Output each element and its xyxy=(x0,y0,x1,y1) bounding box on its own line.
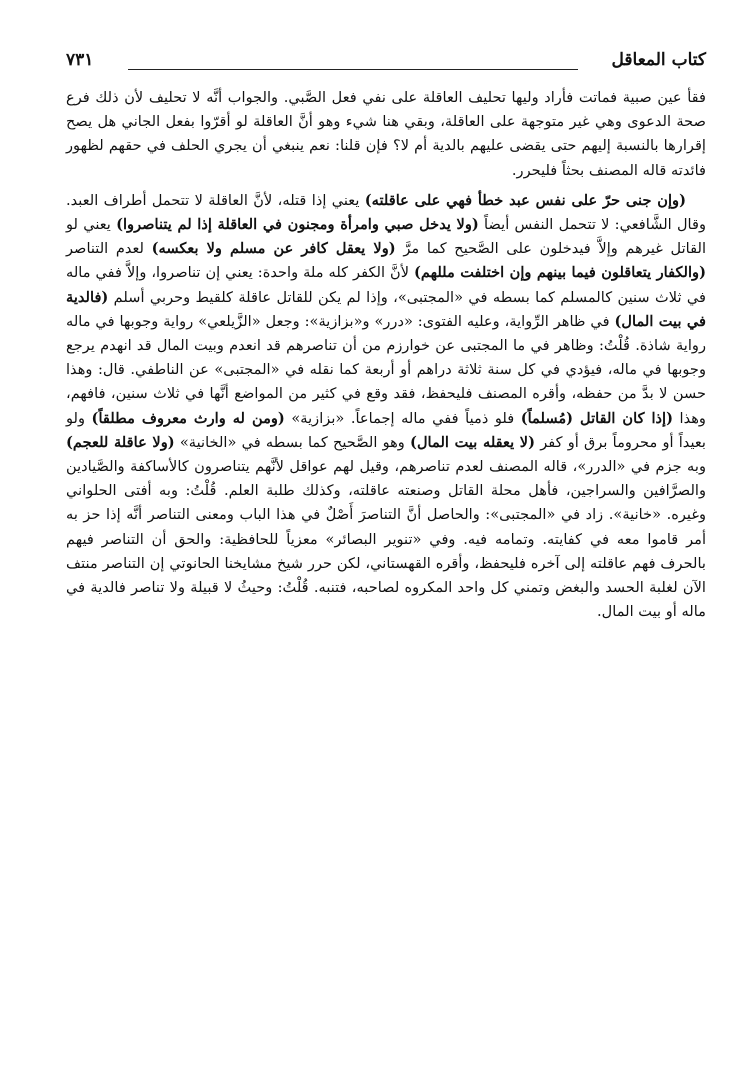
commentary-text: يعني إذا قتله، لأنَّ العاقلة لا تتحمل أطراف العبد. وقال الشَّافعي: لا تتحمل النفس أيضاً xyxy=(66,191,707,234)
matn-text: (فالدية في بيت المال) xyxy=(66,288,706,330)
chapter-title: كتاب المعاقل xyxy=(611,50,706,70)
commentary-text: لأنَّ الكفر كله ملة واحدة: يعني إن تناصروا، وإلاَّ ففي ماله في ثلاث سنين كالمسلم كما بسطه في «المجتبى»، وإذا لم يكن للقاتل عاقلة كلقيط وحربي أسلم xyxy=(66,264,706,306)
matn-text: (إذا كان القاتل (مُسلماً) xyxy=(520,409,673,427)
matn-text: (والكفار يتعاقلون فيما بينهم وإن اختلفت مللهم) xyxy=(414,264,706,282)
body-text xyxy=(66,86,706,630)
commentary-text: لعدم التناصر xyxy=(66,240,152,258)
commentary-text: وهو الصَّحيح كما بسطه في «الخانية» xyxy=(174,433,411,451)
matn-text: (لا يعقله بيت المال) xyxy=(410,433,535,451)
paragraph xyxy=(66,86,706,183)
commentary-text: يعني لو القاتل غيرهم وإلاَّ فيدخلون على الصَّحيح كما مرَّ xyxy=(66,216,706,258)
commentary-text: فقأ عين صبية فماتت فأراد وليها تحليف العاقلة على نفي فعل الصَّبي. والجواب أنَّه لا تحليف لأن ذلك فرع صحة الدعوى وهي غير متوجهة على العاقلة، وبقي هنا شيء وهو أنَّ العاقلة لو أقرّوا بفعل الجاني هل يصح إقرارها بالنسبة إليهم حتى يقضى عليهم بالدية أم لا؟ فإن قلنا: نعم ينبغي أن يجري الحلف في حقهم لظهور فائدته قاله المصنف بحثاً فليحرر. xyxy=(66,89,706,179)
matn-text: (ومن له وارث معروف مطلقاً) xyxy=(91,409,285,427)
page-number: ٧٣١ xyxy=(66,50,94,70)
matn-text: (ولا يدخل صبي وامرأة ومجنون في العاقلة إذا لم يتناصروا) xyxy=(116,216,479,234)
matn-text: (وإن جنى حرّ على نفس عبد خطأ فهي على عاقلته) xyxy=(364,191,687,209)
header-rule xyxy=(128,69,578,70)
matn-text: (ولا عاقلة للعجم) xyxy=(66,433,175,451)
commentary-text: فلو ذمياً ففي ماله إجماعاً. «بزازية» xyxy=(284,409,521,427)
commentary-text: وبه جزم في «الدرر»، قاله المصنف لعدم تناصرهم، وقيل لهم عواقل لأنَّهم يتناصرون كالأساكفة والصَّيادين والصرَّافين والسراجين، فأهل محلة القاتل وصنعته عاقلته، وكذلك طلبة العلم. قُلْتُ: وبه أفتى الحلواني وغيره. «خانية». زاد في «المجتبى»: والحاصل أنَّ التناصرَ أَصْلٌ في هذا الباب ومعنى التناصر أنَّه إذا حز به أمر قاموا معه في كفايته. وتمامه فيه. وفي «تنوير البصائر» معزياً للحافظية: والحق أن التناصر فيهم بالحرف فهم عاقلته إلى آخره فليحفظ، وأقره القهستاني، لكن حرر شيخ مشايخنا الحانوتي إن التناصر منتف الآن لغلبة الحسد والبغض وتمني كل واحد المكروه لصاحبه، فتنبه. قُلْتُ: وحيثُ لا قبيلة ولا تناصر فالدية في ماله أو بيت المال. xyxy=(66,458,706,621)
matn-text: (ولا يعقل كافر عن مسلم ولا بعكسه) xyxy=(151,240,396,258)
page-header xyxy=(66,50,706,80)
commentary-text: في ظاهر الرِّواية، وعليه الفتوى: «درر» و«بزازية»: وجعل «الزَّيلعي» رواية وجوبها في ماله رواية شاذة. قُلْتُ: وظاهر في ما المجتبى عن خوارزم من أن تناصرهم قد انعدم وبيت المال قد انهدم يرجع وجوبها في ماله، فيؤدي في كل سنة ثلاثة دراهم أو أربعة كما نقله في «المجتبى» عن الناطفي. قال: وهذا حسن لا بدَّ من حفظه، وأقره المصنف فليحفظ، فقد وقع في كثير من المواضع أنَّها في ثلاث سنين، فافهم، وهذا xyxy=(66,312,706,427)
commentary-text: ولو بعيداً أو محروماً برق أو كفر xyxy=(66,409,706,451)
paragraph xyxy=(66,189,706,625)
